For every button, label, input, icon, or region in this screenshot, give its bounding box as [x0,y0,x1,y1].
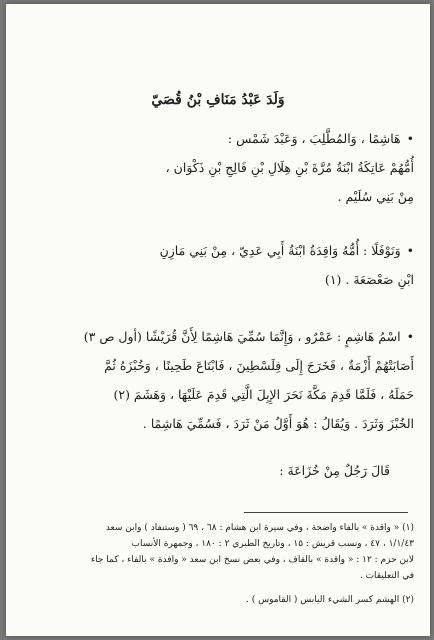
paragraph-line: أُمُّهُمْ عَاتِكَةُ ابْنَةُ مُرَّةَ بْنِ هِلَالِ بْنِ فَالِجِ بْنِ ذَكْوَان ، [165,160,414,175]
section-heading: وَلَدَ عَبْدُ مَنَافِ بْنُ قُصَيّ [151,92,285,108]
paragraph-line: • هَاشِمًا ، وَالمُطَّلِبَ ، وَعَبْدَ شَمْس : [22,124,414,153]
footnote-line: لابن حزم : ١٢ : « واقدة » بالقاف ، وفي بعض نسخ ابن سعد « وافدة » بالفاء ، كما جاء [90,555,414,565]
footnote-line: (١) « واقدة » بالفاء واضحة ، وفي سيرة ابن هشام : ٦٨ ، ٦٩ ( وستنفاد ) وابن سعد [105,523,414,533]
paragraph-4 [22,456,414,485]
footnotes [22,520,414,608]
paragraph-line: ابْنِ صَعْصَعَةَ . (١) [324,272,414,287]
paragraph-1 [22,124,414,211]
paragraph-line: مِنْ بَنِي سُلَيْم . [337,189,414,204]
paragraph-line: • وَنَوْفَلًا : أُمُّهُ وَاقِدَةُ ابْنَةُ أَبِي عَدِيّ ، مِنْ بَنِي مَازِنِ [22,236,414,265]
paragraph-line: • اسْمُ هَاشِمٍ : عَمْرٌو ، وَإِنَّمَا سُمِّيَ هَاشِمًا لِأَنَّ قُرَيْشًا (أول ص ٣) [22,322,414,351]
footnote-line: ١/١/٤٣ ، ٤٧ ، ونسب قريش : ١٥ ، وتاريخ الطبري ٢ : ١٨٠ ، وجمهرة الأنساب [131,539,414,549]
paragraph-line: الخُبْزَ وَثَرَدَ . وَيُقَالُ : هُوَ أَوَّلُ مَنْ ثَرَدَ ، فَسُمِّيَ هَاشِمًا . [142,416,414,431]
footnote-line: (٢) الهشم كسر الشيء اليابس ( القاموس ) . [245,595,414,605]
document-page [6,4,430,636]
footnote-divider [244,512,408,513]
paragraph-2 [22,236,414,294]
paragraph-line: أَصَابَتْهُمْ أَزْمَةٌ ، فَخَرَجَ إِلَى فِلَسْطِينَ ، فَابْتَاعَ طَحِينًا ، وَخُبْزَهُ ثُمَّ [104,358,414,373]
paragraph-3 [22,322,414,438]
footnote-line: في التعليقات . [359,571,414,581]
paragraph-line: قَالَ رَجُلٌ مِنْ خُزَاعَةَ : [279,463,390,478]
paragraph-line: حَمَلَهُ ، فَلَمَّا قَدِمَ مَكَّةَ نَحَرَ الإِبِلَ الَّتِي قَدِمَ عَلَيْهَا ، وَهَشَمَ (٢) [113,387,414,402]
